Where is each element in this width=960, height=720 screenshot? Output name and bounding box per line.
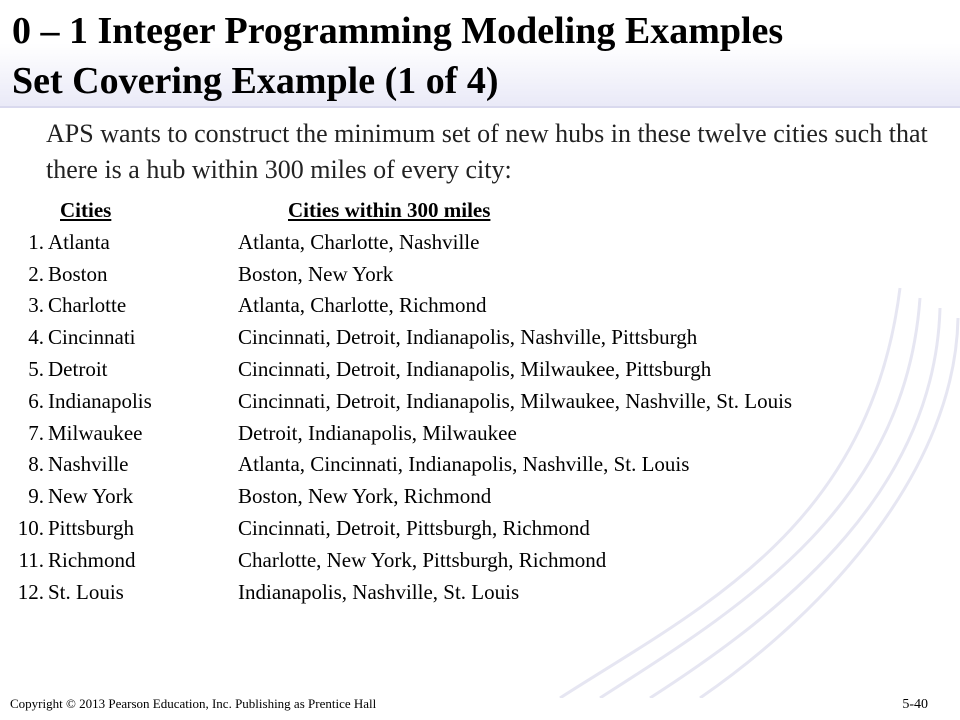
header-cities-within-300-miles: Cities within 300 miles: [288, 198, 491, 222]
table-row: [0, 322, 960, 354]
row-number: 8.: [28, 452, 44, 477]
cities-within-300-miles: Indianapolis, Nashville, St. Louis: [238, 579, 520, 604]
city-name: Indianapolis: [48, 388, 152, 413]
slide-number: 5-40: [902, 697, 928, 712]
row-number: 7.: [28, 420, 44, 445]
cities-within-300-miles: Boston, New York, Richmond: [238, 484, 492, 509]
table-row: [0, 290, 960, 322]
intro-paragraph: APS wants to construct the minimum set of new hubs in these twelve cities such that there is a hub within 300 miles of every city:: [46, 119, 928, 184]
row-number: 3.: [28, 293, 44, 318]
table-header-row: [0, 195, 960, 227]
cities-within-300-miles: Atlanta, Charlotte, Richmond: [238, 293, 487, 318]
table-row: [0, 259, 960, 291]
cities-within-300-miles: Cincinnati, Detroit, Pittsburgh, Richmond: [238, 515, 590, 540]
city-name: St. Louis: [48, 579, 124, 604]
cities-within-300-miles: Cincinnati, Detroit, Indianapolis, Milwaukee, Nashville, St. Louis: [238, 388, 793, 413]
table-row: [0, 354, 960, 386]
table-row: [0, 418, 960, 450]
row-number: 10.: [17, 515, 44, 540]
cities-within-300-miles: Charlotte, New York, Pittsburgh, Richmond: [238, 547, 607, 572]
row-number: 12.: [17, 579, 44, 604]
table-row: [0, 545, 960, 577]
slide-title-line2: Set Covering Example (1 of 4): [12, 60, 499, 102]
row-number: 2.: [28, 261, 44, 286]
copyright-text: Copyright © 2013 Pearson Education, Inc. Publishing as Prentice Hall: [10, 696, 377, 711]
table-row: [0, 577, 960, 609]
city-name: Charlotte: [48, 293, 127, 318]
city-name: Nashville: [48, 452, 129, 477]
city-name: Pittsburgh: [48, 515, 134, 540]
cities-within-300-miles: Boston, New York: [238, 261, 394, 286]
cities-within-300-miles: Cincinnati, Detroit, Indianapolis, Milwaukee, Pittsburgh: [238, 356, 712, 381]
row-number: 5.: [28, 356, 44, 381]
row-number: 9.: [28, 484, 44, 509]
city-name: Detroit: [48, 356, 108, 381]
header-cities: Cities: [60, 198, 112, 222]
table-row: [0, 481, 960, 513]
city-name: Cincinnati: [48, 325, 136, 350]
table-row: [0, 386, 960, 418]
cities-within-300-miles: Atlanta, Cincinnati, Indianapolis, Nashville, St. Louis: [238, 452, 690, 477]
slide-title-line1: 0 – 1 Integer Programming Modeling Examples: [12, 10, 784, 52]
cities-within-300-miles: Cincinnati, Detroit, Indianapolis, Nashville, Pittsburgh: [238, 325, 698, 350]
table-row: [0, 227, 960, 259]
table-row: [0, 513, 960, 545]
row-number: 1.: [28, 229, 44, 254]
cities-within-300-miles: Detroit, Indianapolis, Milwaukee: [238, 420, 517, 445]
cities-table: [0, 195, 960, 608]
city-name: New York: [48, 484, 134, 509]
table-row: [0, 449, 960, 481]
table-body: [0, 227, 960, 609]
city-name: Boston: [48, 261, 108, 286]
cities-within-300-miles: Atlanta, Charlotte, Nashville: [238, 229, 480, 254]
row-number: 11.: [18, 547, 44, 572]
city-name: Milwaukee: [48, 420, 143, 445]
slide-title: [12, 6, 952, 106]
row-number: 6.: [28, 388, 44, 413]
row-number: 4.: [28, 325, 44, 350]
city-name: Richmond: [48, 547, 136, 572]
city-name: Atlanta: [48, 229, 110, 254]
